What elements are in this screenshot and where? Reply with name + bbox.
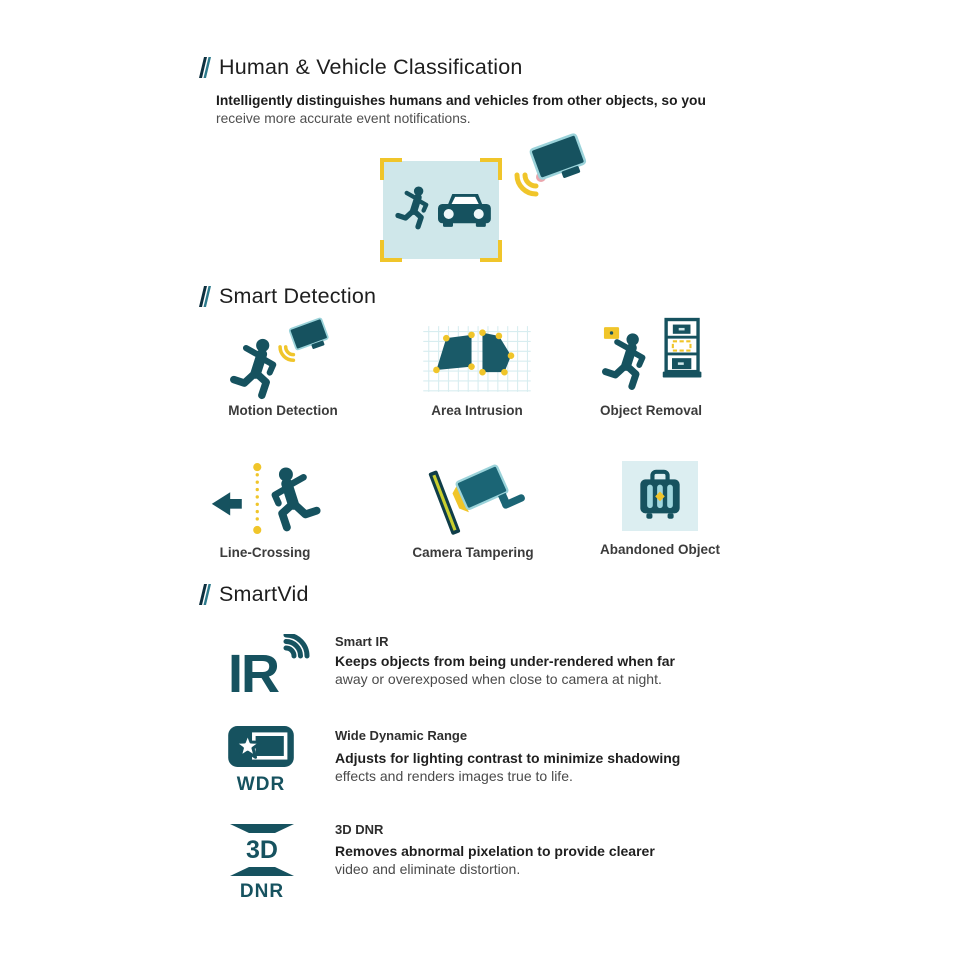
smartvid-feature-desc-line1: Removes abnormal pixelation to provide clearer <box>335 843 655 859</box>
feature-cell-area-intrusion <box>392 320 562 418</box>
smartvid-title: SmartVid <box>219 582 309 606</box>
classification-description <box>216 92 706 128</box>
motion-detection-icon <box>225 316 341 402</box>
smartvid-feature-title: 3D DNR <box>335 822 384 837</box>
feature-label: Area Intrusion <box>431 403 523 418</box>
smart-detection-title: Smart Detection <box>219 284 377 308</box>
area-intrusion-icon <box>422 325 532 393</box>
feature-label: Motion Detection <box>228 403 338 418</box>
abandoned-object-background <box>622 461 698 531</box>
section-header-classification <box>196 55 523 80</box>
wdr-label-text: WDR <box>236 774 286 795</box>
corner-bracket-icon <box>380 158 402 180</box>
dnr-lens-bottom-icon <box>230 867 294 876</box>
line-crossing-icon <box>206 460 324 538</box>
corner-bracket-icon <box>480 240 502 262</box>
double-slash-icon <box>196 584 211 605</box>
feature-cell-abandoned-object <box>575 455 745 557</box>
wdr-icon <box>228 726 294 796</box>
corner-bracket-icon <box>380 240 402 262</box>
classification-title: Human & Vehicle Classification <box>219 55 523 79</box>
feature-label: Abandoned Object <box>599 542 720 557</box>
abandoned-object-icon <box>632 468 688 524</box>
feature-cell-object-removal <box>566 320 736 418</box>
double-slash-icon <box>196 286 211 307</box>
car-icon <box>433 187 493 231</box>
dnr-3d-text: 3D <box>246 836 278 864</box>
ir-logo-text: IR <box>228 644 278 700</box>
detection-frame <box>383 161 499 259</box>
dnr-label-text: DNR <box>239 881 285 902</box>
feature-cell-camera-tampering <box>388 458 558 560</box>
ir-signal-logo <box>228 634 310 700</box>
section-header-smartvid <box>196 582 309 607</box>
feature-label: Object Removal <box>599 403 703 418</box>
camera-signal-icon <box>500 131 592 205</box>
section-header-smart-detection <box>196 284 376 309</box>
feature-label: Line-Crossing <box>219 545 311 560</box>
corner-bracket-icon <box>480 158 502 180</box>
dnr-icon <box>230 820 294 902</box>
wdr-star-badge <box>228 726 294 767</box>
classification-desc-line2: receive more accurate event notifications. <box>216 111 471 126</box>
smartvid-feature-title: Smart IR <box>335 634 389 649</box>
smartvid-feature-desc-line1: Adjusts for lighting contrast to minimize shadowing <box>335 750 681 766</box>
feature-label: Camera Tampering <box>412 545 534 560</box>
double-slash-icon <box>196 57 211 78</box>
smartvid-feature-desc-line2: video and eliminate distortion. <box>335 861 521 877</box>
dnr-lens-top-icon <box>230 824 294 833</box>
smartvid-feature-desc-line2: effects and renders images true to life. <box>335 768 573 784</box>
object-removal-icon <box>595 317 707 401</box>
running-person-icon <box>393 185 433 231</box>
smartvid-feature-desc-line2: away or overexposed when close to camera at night. <box>335 671 662 687</box>
camera-tampering-icon <box>415 458 531 540</box>
classification-desc-line1: Intelligently distinguishes humans and vehicles from other objects, so you <box>216 93 706 108</box>
feature-cell-motion-detection <box>198 320 368 418</box>
feature-cell-line-crossing <box>180 458 350 560</box>
smartvid-feature-title: Wide Dynamic Range <box>335 728 468 743</box>
smartvid-feature-desc-line1: Keeps objects from being under-rendered when far <box>335 653 675 669</box>
